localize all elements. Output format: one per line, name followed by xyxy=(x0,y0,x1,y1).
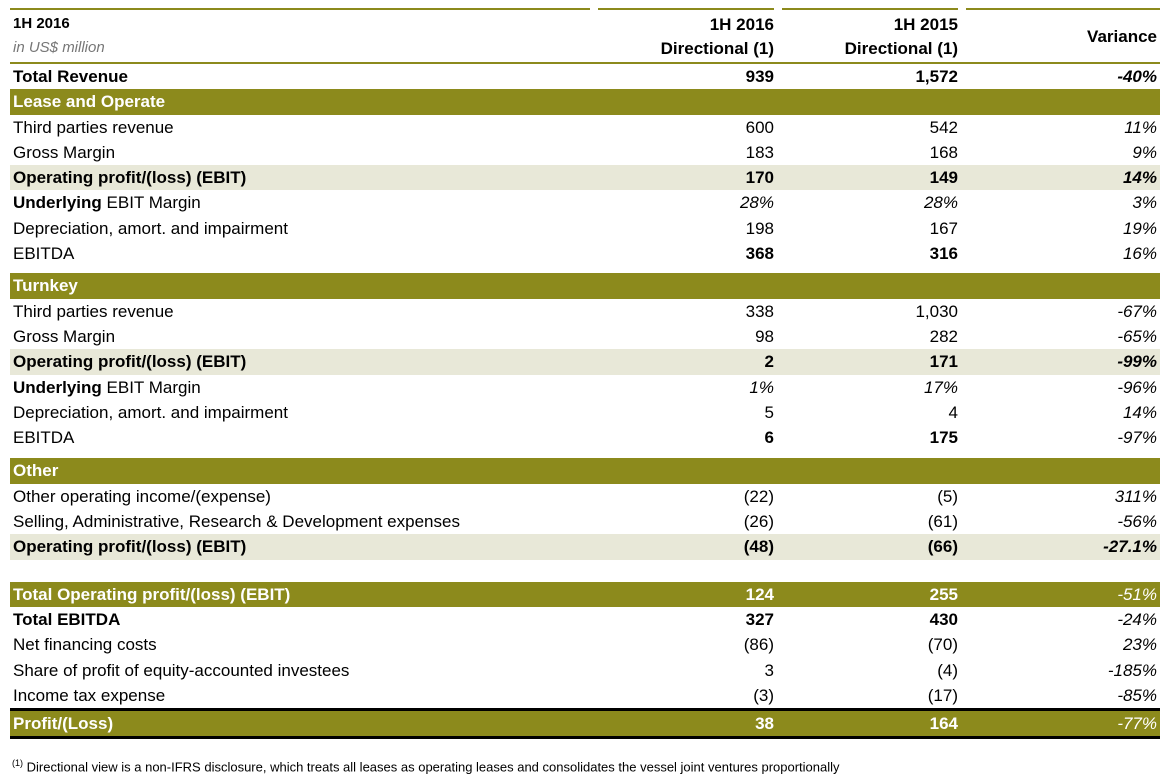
table-row: Gross Margin 98 282 -65% xyxy=(13,326,1157,346)
table-header xyxy=(10,8,1160,62)
column-header-1h2015: 1H 2015 Directional (1) xyxy=(844,15,958,58)
table-title: 1H 2016 xyxy=(13,15,70,32)
section-turnkey: Turnkey xyxy=(10,273,1160,298)
table-row: Operating profit/(loss) (EBIT) (48) (66) -27.1% xyxy=(10,534,1160,559)
table-row: Third parties revenue 338 1,030 -67% xyxy=(13,301,1157,321)
header-rule xyxy=(10,8,590,10)
financial-table xyxy=(10,8,1160,739)
table-row: Third parties revenue 600 542 11% xyxy=(13,117,1157,137)
row-total-revenue: Total Revenue 939 1,572 -40% xyxy=(10,62,1160,89)
table-row: Other operating income/(expense) (22) (5) 311% xyxy=(13,486,1157,506)
table-row: Underlying EBIT Margin 1% 17% -96% xyxy=(13,377,1157,397)
table-row: EBITDA 368 316 16% xyxy=(13,244,1157,264)
table-row: Income tax expense (3) (17) -85% xyxy=(13,685,1157,705)
table-row: Net financing costs (86) (70) 23% xyxy=(13,635,1157,655)
table-row: Operating profit/(loss) (EBIT) 170 149 14% xyxy=(10,165,1160,190)
header-rule xyxy=(598,8,774,10)
footnote: $^{(1)}$ Directional view is a non-IFRS disclosure, which treats all leases as operating leases and consolidates the vessel joint ventures proportionally xyxy=(12,758,840,775)
column-header-1h2016: 1H 2016 Directional (1) xyxy=(660,15,774,58)
table-row: Gross Margin 183 168 9% xyxy=(13,142,1157,162)
row-profit-loss: Profit/(Loss) 38 164 -77% xyxy=(10,708,1160,739)
table-row: EBITDA 6 175 -97% xyxy=(13,428,1157,448)
column-header-variance: Variance xyxy=(1087,27,1157,46)
section-other: Other xyxy=(10,458,1160,483)
table-row: Operating profit/(loss) (EBIT) 2 171 -99% xyxy=(10,349,1160,374)
table-row: Selling, Administrative, Research & Development expenses (26) (61) -56% xyxy=(13,512,1157,532)
table-row: Depreciation, amort. and impairment 198 167 19% xyxy=(13,218,1157,238)
table-row: Underlying EBIT Margin 28% 28% 3% xyxy=(13,193,1157,213)
table-unit: in US$ million xyxy=(13,39,105,56)
header-rule xyxy=(966,8,1160,10)
table-row: Depreciation, amort. and impairment 5 4 14% xyxy=(13,402,1157,422)
section-lease-operate: Lease and Operate xyxy=(10,89,1160,114)
row-total-ebitda: Total EBITDA 327 430 -24% xyxy=(13,609,1157,629)
row-total-ebit: Total Operating profit/(loss) (EBIT) 124 255 -51% xyxy=(10,582,1160,607)
header-rule xyxy=(782,8,958,10)
table-row: Share of profit of equity-accounted investees 3 (4) -185% xyxy=(13,660,1157,680)
